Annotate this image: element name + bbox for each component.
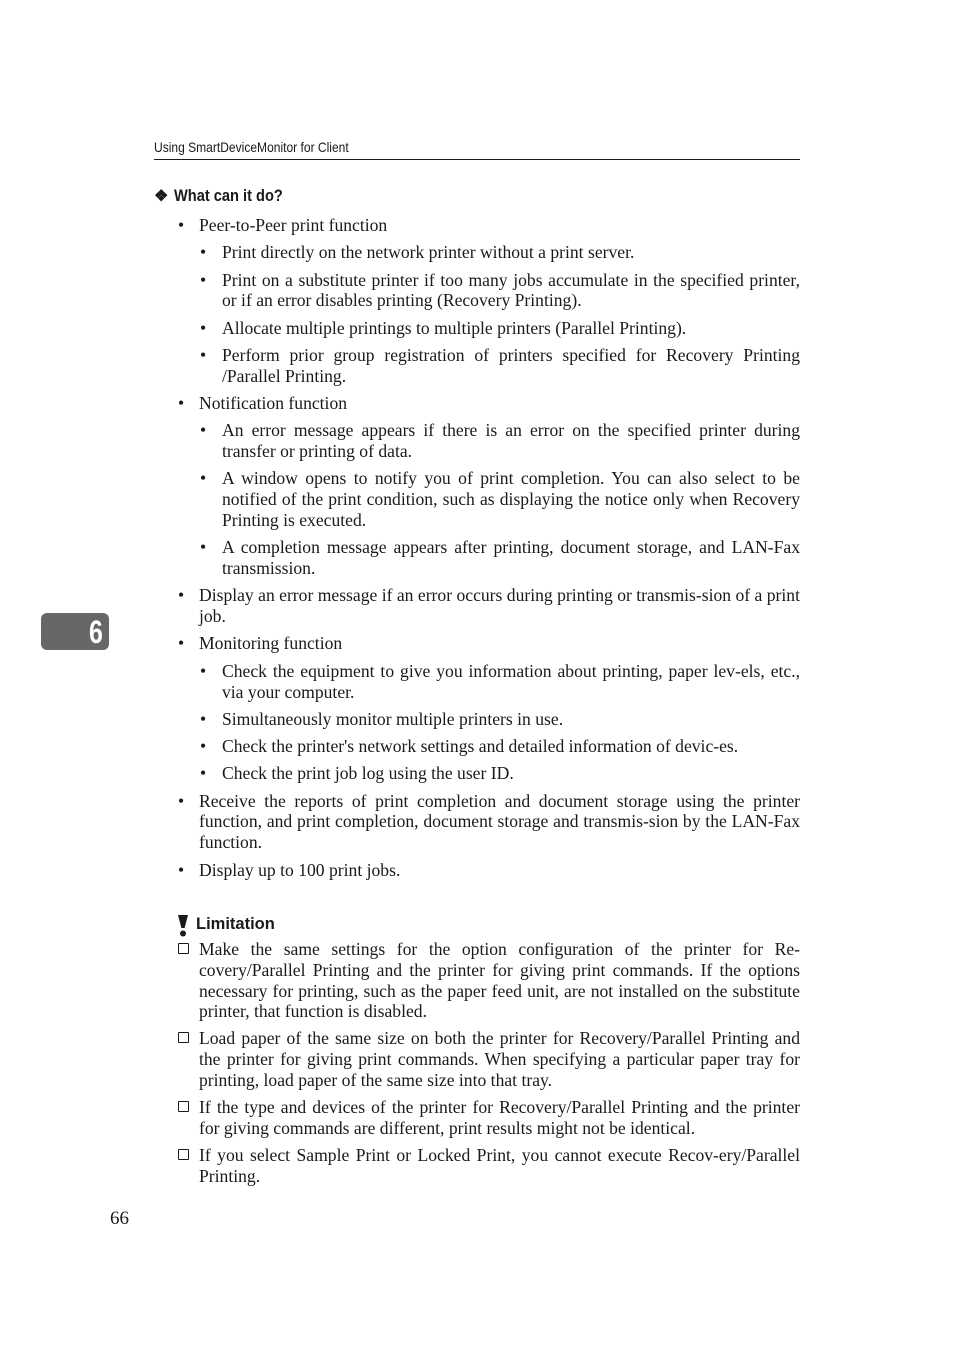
bullet-icon: • [200,420,207,441]
bullet-icon: • [178,859,185,880]
sub-list-item [199,736,800,757]
diamond-icon: ❖ [154,188,169,205]
chapter-number: 6 [88,614,103,650]
limitation-item-text: If the type and devices of the printer for Recovery/Parallel Printing and the printer for giving commands are different, print results might not be identical. [199,1096,800,1138]
sub-list-item-text: Perform prior group registration of printers specified for Recovery Printing /Parallel Printing. [222,344,800,386]
list-item-text: Peer-to-Peer print function [199,215,388,235]
bullet-icon: • [200,736,207,757]
sub-list-item-text: Print on a substitute printer if too many jobs accumulate in the specified printer, or if an error disables printing (Recovery Printing). [222,269,800,311]
list-item-text: Display an error message if an error occurs during printing or transmis-sion of a print job. [199,585,800,627]
bullet-icon: • [200,317,207,338]
sub-list-item-text: An error message appears if there is an error on the specified printer during transfer or printing of data. [222,420,800,462]
running-header [154,139,800,160]
sub-list-item-text: Print directly on the network printer without a print server. [222,242,635,263]
limitation-item-text: Make the same settings for the option configuration of the printer for Re-covery/Parallel Printing and the printer for giving print commands. If the options necessary for printing, such as the paper feed unit, are not installed on the substitute printer, that function is disabled. [199,939,800,1022]
bullet-icon: • [178,215,185,235]
exclamation-icon [176,915,190,937]
list-item [178,860,800,881]
bullet-icon: • [200,660,207,681]
sub-list-item [199,345,800,387]
sub-list-item [199,270,800,312]
section-title: What can it do? [174,186,284,205]
list-item-text: Receive the reports of print completion and document storage using the printer function, and print completion, document storage and transmis-sion by the LAN-Fax function. [199,790,800,853]
sub-list [199,242,800,386]
bullet-icon: • [200,468,207,489]
sub-list-item-text: A window opens to notify you of print completion. You can also select to be notified of the print condition, such as displaying the notice only when Recovery Printing is executed. [222,468,800,530]
sub-list [199,661,800,784]
limitation-heading [176,912,275,934]
bullet-icon: • [200,269,207,290]
bullet-icon: • [200,242,207,263]
feature-list-container [178,215,800,880]
checkbox-square-icon [178,1149,189,1160]
bullet-icon: • [178,790,185,811]
bullet-icon: • [200,763,207,784]
sub-list-item-text: Check the printer's network settings and detailed information of devic-es. [222,736,739,757]
list-item [178,791,800,853]
page-number: 66 [110,1208,129,1229]
sub-list-item [199,709,800,730]
section-heading [154,186,800,207]
bullet-icon: • [200,708,207,729]
sub-list-item [199,537,800,579]
list-item [178,585,800,627]
feature-list [178,215,800,880]
bullet-icon: • [178,633,185,654]
sub-list-item [199,661,800,703]
sub-list-item-text: Allocate multiple printings to multiple printers (Parallel Printing). [222,317,687,338]
limitation-item [178,1028,800,1090]
sub-list-item [199,242,800,263]
list-item-text: Display up to 100 print jobs. [199,859,401,880]
sub-list-item-text: Check the equipment to give you information about printing, paper lev-els, etc., via your computer. [222,660,800,702]
sub-list-item-text: A completion message appears after printing, document storage, and LAN-Fax transmission. [222,537,800,578]
bullet-icon: • [200,537,207,558]
list-item-text: Monitoring function [199,633,343,654]
list-item [178,215,800,386]
bullet-icon: • [178,392,185,413]
limitation-list-container [178,939,800,1186]
limitation-item [178,1145,800,1187]
limitation-item-text: Load paper of the same size on both the printer for Recovery/Parallel Printing and the printer for giving print commands. When specifying a particular paper tray for printing, load paper of the same size into that tray. [199,1028,800,1090]
sub-list-item-text: Check the print job log using the user ID. [222,763,514,784]
chapter-tab [41,613,109,650]
list-item [178,633,800,784]
sub-list-item-text: Simultaneously monitor multiple printers in use. [222,708,564,729]
header-title: Using SmartDeviceMonitor for Client [154,139,349,155]
sub-list-item [199,763,800,784]
list-item [178,393,800,579]
limitation-list [178,939,800,1186]
checkbox-square-icon [178,943,189,954]
limitation-item-text: If you select Sample Print or Locked Print, you cannot execute Recov-ery/Parallel Printing. [199,1144,800,1186]
bullet-icon: • [200,344,207,365]
checkbox-square-icon [178,1032,189,1043]
sub-list-item [199,420,800,462]
checkbox-square-icon [178,1101,189,1112]
sub-list-item [199,318,800,339]
bullet-icon: • [178,585,185,606]
limitation-item [178,1097,800,1139]
sub-list-item [199,468,800,530]
sub-list [199,420,800,578]
limitation-item [178,939,800,1022]
limitation-title: Limitation [196,915,275,933]
list-item-text: Notification function [199,392,348,413]
